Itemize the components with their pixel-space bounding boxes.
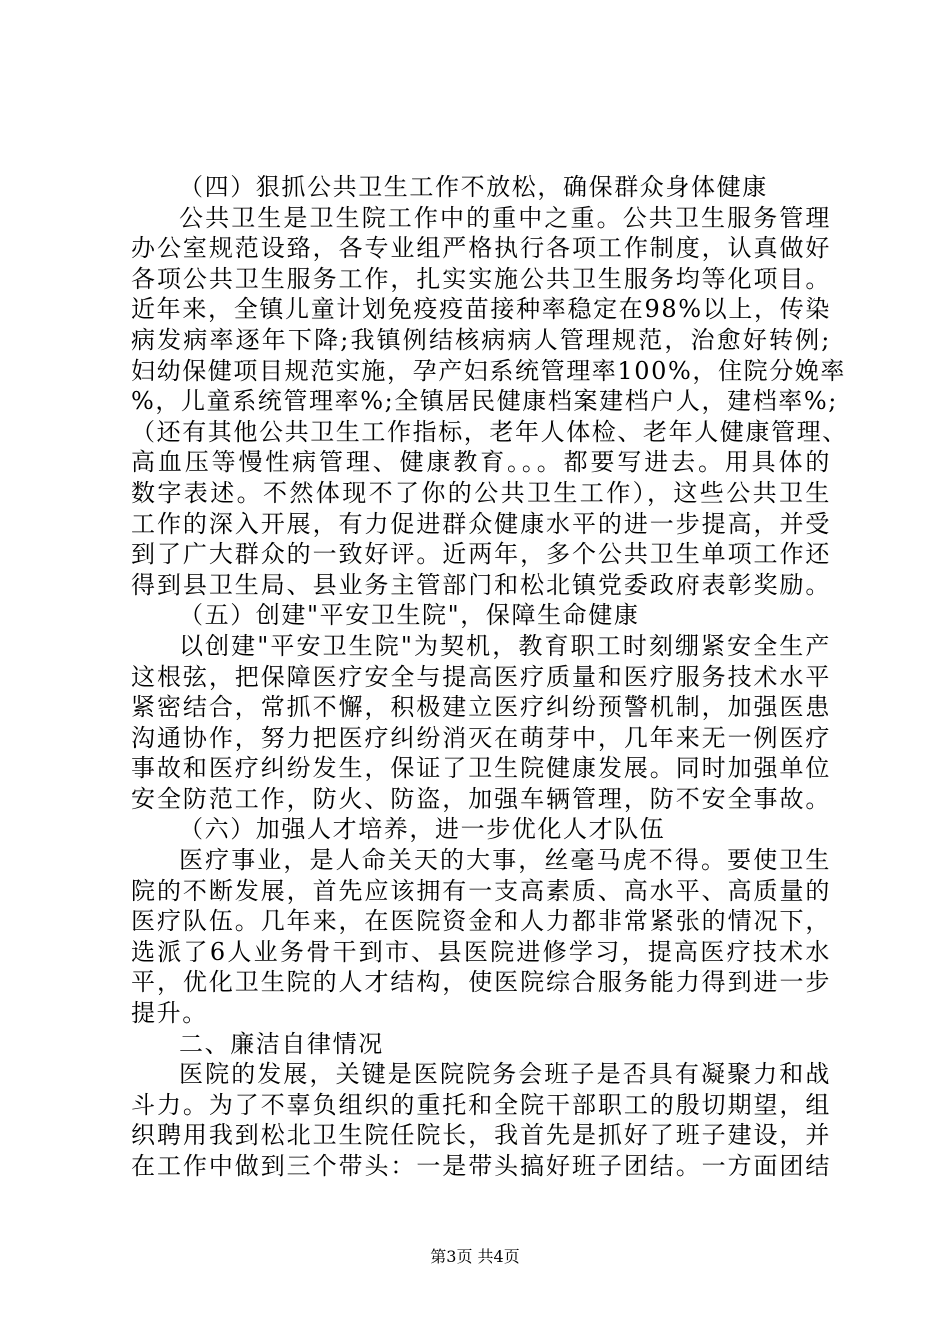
text-line: 数字表述。不然体现不了你的公共卫生工作），这些公共卫生 bbox=[131, 478, 831, 507]
document-body bbox=[131, 172, 848, 1182]
text-line: 安全防范工作，防火、防盗，加强车辆管理，防不安全事故。 bbox=[131, 784, 831, 813]
text-line: 医疗队伍。几年来，在医院资金和人力都非常紧张的情况下， bbox=[131, 907, 831, 936]
text-line: 这根弦，把保障医疗安全与提高医疗质量和医疗服务技术水平 bbox=[131, 662, 831, 691]
text-line: 妇幼保健项目规范实施，孕产妇系统管理率100%，住院分娩率 bbox=[131, 356, 847, 385]
text-line: 病发病率逐年下降;我镇例结核病病人管理规范，治愈好转例; bbox=[131, 325, 831, 354]
text-line: 提升。 bbox=[131, 999, 208, 1028]
text-line: 事故和医疗纠纷发生，保证了卫生院健康发展。同时加强单位 bbox=[131, 754, 831, 783]
text-line: 斗力。为了不辜负组织的重托和全院干部职工的殷切期望，组 bbox=[131, 1090, 831, 1119]
text-line: 二、廉洁自律情况 bbox=[179, 1029, 384, 1058]
text-line: 平，优化卫生院的人才结构，使医院综合服务能力得到进一步 bbox=[131, 968, 831, 997]
text-line: 院的不断发展，首先应该拥有一支高素质、高水平、高质量的 bbox=[131, 876, 831, 905]
text-line: 沟通协作，努力把医疗纠纷消灭在萌芽中，几年来无一例医疗 bbox=[131, 723, 831, 752]
text-line: 各项公共卫生服务工作，扎实实施公共卫生服务均等化项目。 bbox=[131, 264, 831, 293]
text-line: 公共卫生是卫生院工作中的重中之重。公共卫生服务管理 bbox=[179, 203, 831, 232]
text-line: 高血压等慢性病管理、健康教育。。。都要写进去。用具体的 bbox=[131, 448, 831, 477]
text-line: 到了广大群众的一致好评。近两年，多个公共卫生单项工作还 bbox=[131, 540, 831, 569]
text-line: 办公室规范设臵，各专业组严格执行各项工作制度，认真做好 bbox=[131, 234, 831, 263]
text-line: 在工作中做到三个带头：一是带头搞好班子团结。一方面团结 bbox=[131, 1152, 831, 1180]
text-line: 医院的发展，关键是医院院务会班子是否具有凝聚力和战 bbox=[179, 1060, 831, 1089]
text-line: 近年来，全镇儿童计划免疫疫苗接种率稳定在98%以上，传染 bbox=[131, 295, 831, 324]
text-line: （四）狠抓公共卫生工作不放松，确保群众身体健康 bbox=[179, 173, 768, 201]
text-line: （五）创建"平安卫生院"，保障生命健康 bbox=[179, 601, 640, 630]
page-footer: 第3页 共4页 bbox=[430, 1247, 520, 1266]
text-line: 选派了6人业务骨干到市、县医院进修学习，提高医疗技术水 bbox=[131, 937, 831, 966]
text-line: （六）加强人才培养，进一步优化人才队伍 bbox=[179, 815, 666, 844]
text-line: 得到县卫生局、县业务主管部门和松北镇党委政府表彰奖励。 bbox=[131, 570, 831, 599]
text-line: 医疗事业，是人命关天的大事，丝毫马虎不得。要使卫生 bbox=[179, 846, 831, 875]
text-line: 工作的深入开展，有力促进群众健康水平的进一步提高，并受 bbox=[131, 509, 831, 538]
text-line: 紧密结合，常抓不懈，积极建立医疗纠纷预警机制，加强医患 bbox=[131, 693, 831, 722]
text-line: %，儿童系统管理率%;全镇居民健康档案建档户人，建档率%; bbox=[131, 387, 838, 416]
text-line: 以创建"平安卫生院"为契机，教育职工时刻绷紧安全生产 bbox=[179, 631, 831, 660]
text-line: （还有其他公共卫生工作指标，老年人体检、老年人健康管理、 bbox=[131, 417, 848, 446]
text-line: 织聘用我到松北卫生院任院长，我首先是抓好了班子建设，并 bbox=[131, 1121, 831, 1150]
